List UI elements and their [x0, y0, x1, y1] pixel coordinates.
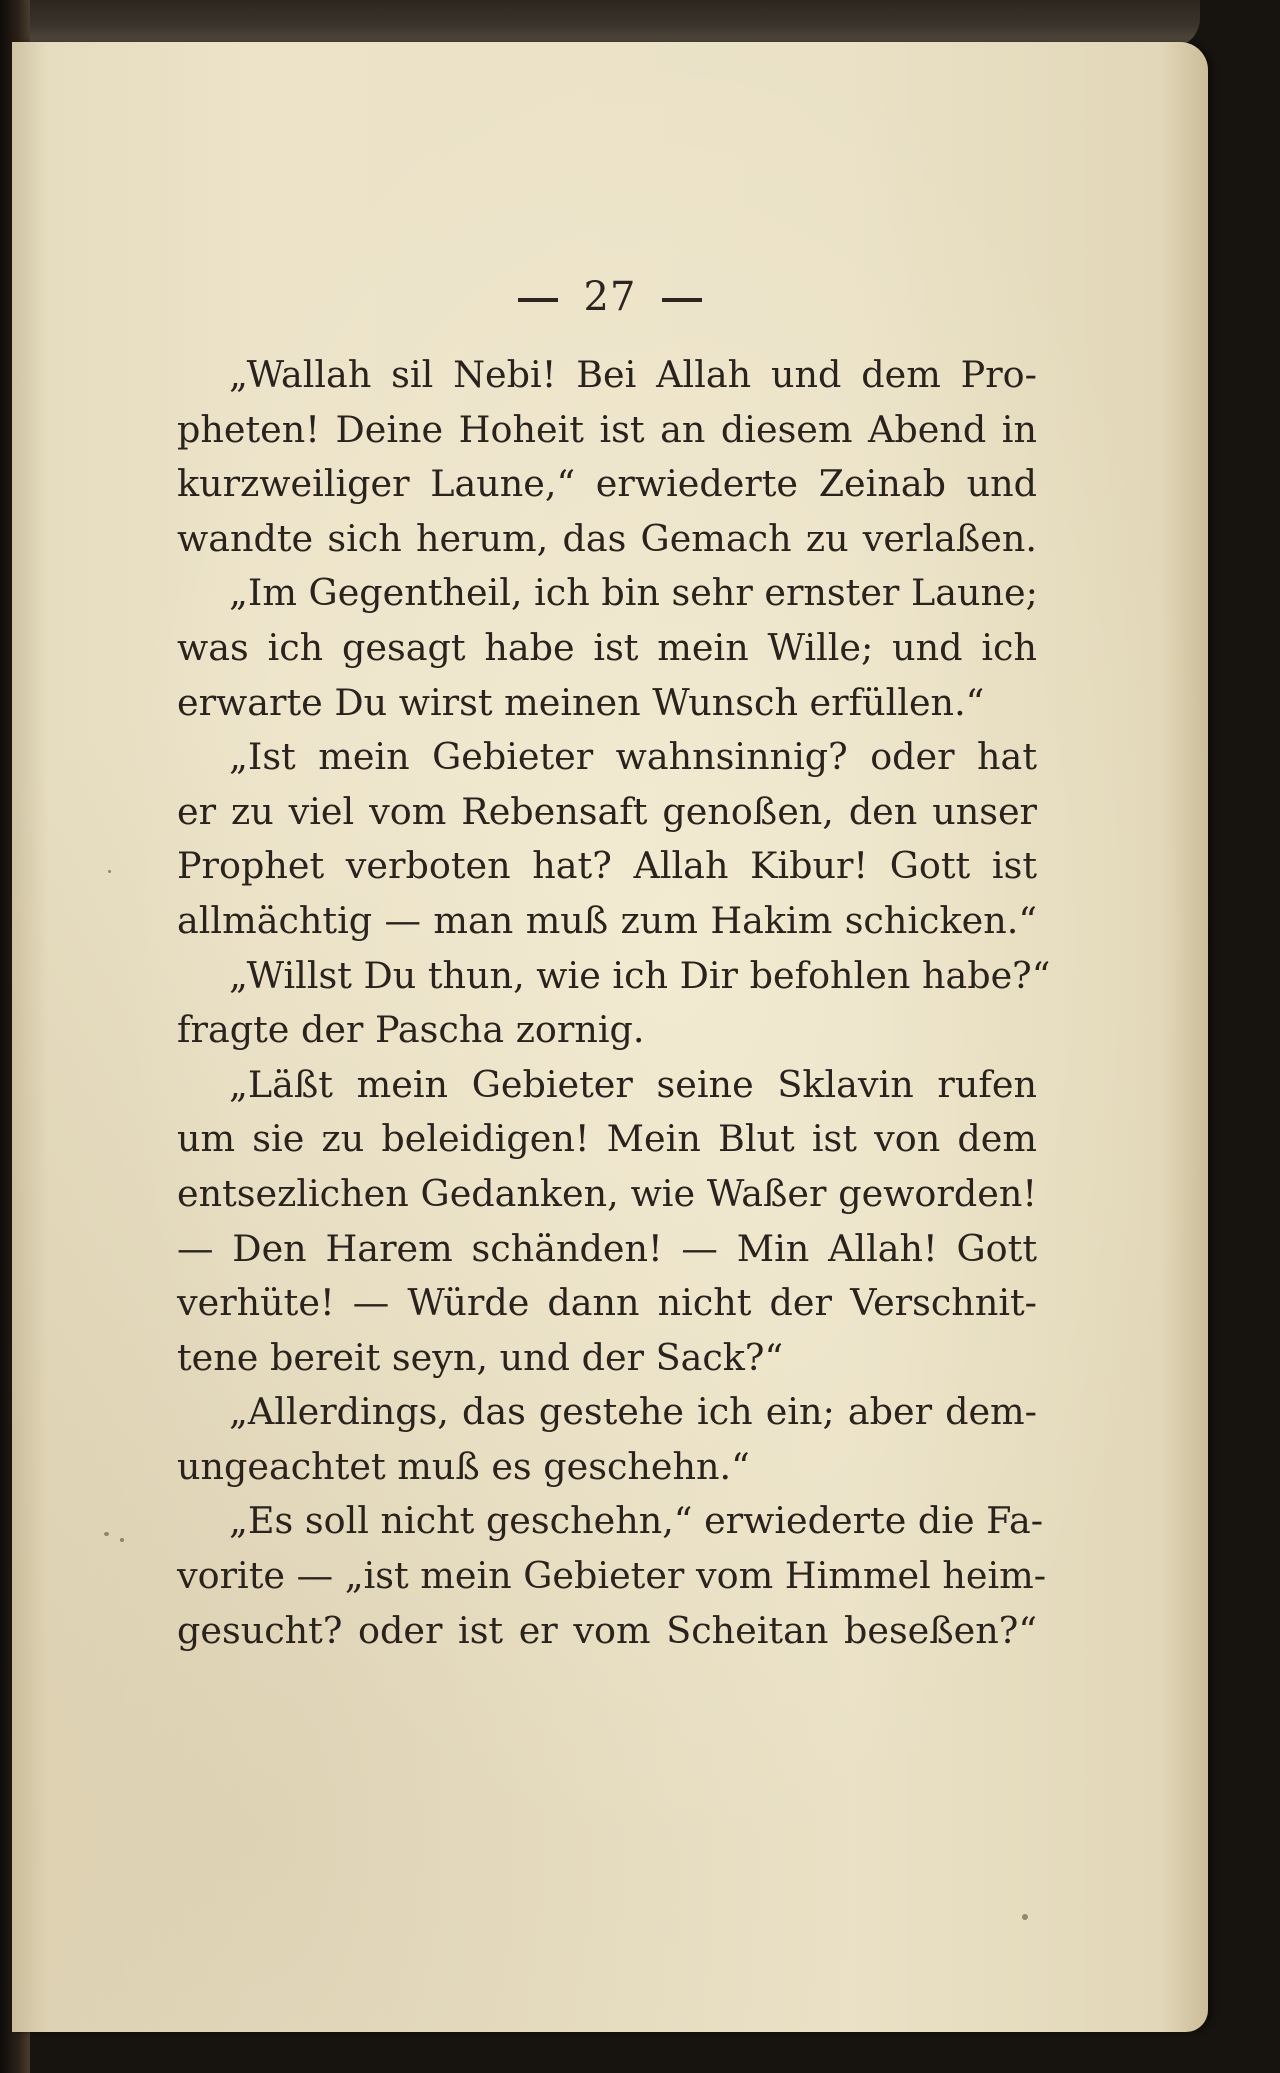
text-line: allmächtig — man muß zum Hakim schicken.“: [177, 898, 1037, 942]
text-line: er zu viel vom Rebensaft genoßen, den unser: [177, 789, 1037, 833]
page-number: 27: [583, 274, 637, 320]
text-line: gesucht? oder ist er vom Scheitan beseßen?“: [177, 1608, 1037, 1652]
text-line: wandte sich herum, das Gemach zu verlaßen.: [177, 516, 1037, 560]
paper-speck: [120, 1538, 124, 1542]
paper-speck: [104, 1532, 109, 1536]
text-line: „Willst Du thun, wie ich Dir befohlen habe?“: [229, 953, 1051, 997]
book-page: [12, 42, 1208, 2032]
text-line: um sie zu beleidigen! Mein Blut ist von dem: [177, 1117, 1037, 1161]
text-line: „Allerdings, das gestehe ich ein; aber dem-: [229, 1390, 1037, 1434]
book-top-edge: [0, 0, 1200, 48]
text-line: kurzweiliger Laune,“ erwiederte Zeinab und: [177, 462, 1037, 506]
text-line: entsezlichen Gedanken, wie Waßer geworden!: [177, 1171, 1037, 1215]
page-header: [12, 274, 1208, 320]
text-line: — Den Harem schänden! — Min Allah! Gott: [177, 1226, 1037, 1270]
text-line: „Im Gegentheil, ich bin sehr ernster Laune;: [229, 571, 1038, 615]
text-line: „Wallah sil Nebi! Bei Allah und dem Pro-: [229, 353, 1037, 396]
text-line: pheten! Deine Hoheit ist an diesem Abend in: [177, 407, 1037, 451]
text-line: fragte der Pascha zornig.: [177, 1008, 645, 1052]
text-line: was ich gesagt habe ist mein Wille; und ich: [177, 625, 1037, 669]
paper-speck: [1022, 1914, 1028, 1920]
text-line: „Es soll nicht geschehn,“ erwiederte die Fa-: [229, 1499, 1044, 1543]
paper-speck: [108, 870, 111, 873]
text-line: „Läßt mein Gebieter seine Sklavin rufen: [229, 1062, 1037, 1106]
text-line: erwarte Du wirst meinen Wunsch erfüllen.“: [177, 680, 985, 724]
text-line: Prophet verboten hat? Allah Kibur! Gott ist: [177, 844, 1037, 888]
header-dash-left: [518, 298, 558, 302]
text-line: ungeachtet muß es geschehn.“: [177, 1444, 750, 1488]
header-dash-right: [662, 298, 702, 302]
text-line: verhüte! — Würde dann nicht der Verschnit-: [177, 1281, 1037, 1325]
body-text: [177, 348, 1051, 1658]
text-line: vorite — „ist mein Gebieter vom Himmel heim-: [177, 1554, 1047, 1598]
text-line: tene bereit seyn, und der Sack?“: [177, 1335, 784, 1379]
text-line: „Ist mein Gebieter wahnsinnig? oder hat: [229, 735, 1037, 779]
